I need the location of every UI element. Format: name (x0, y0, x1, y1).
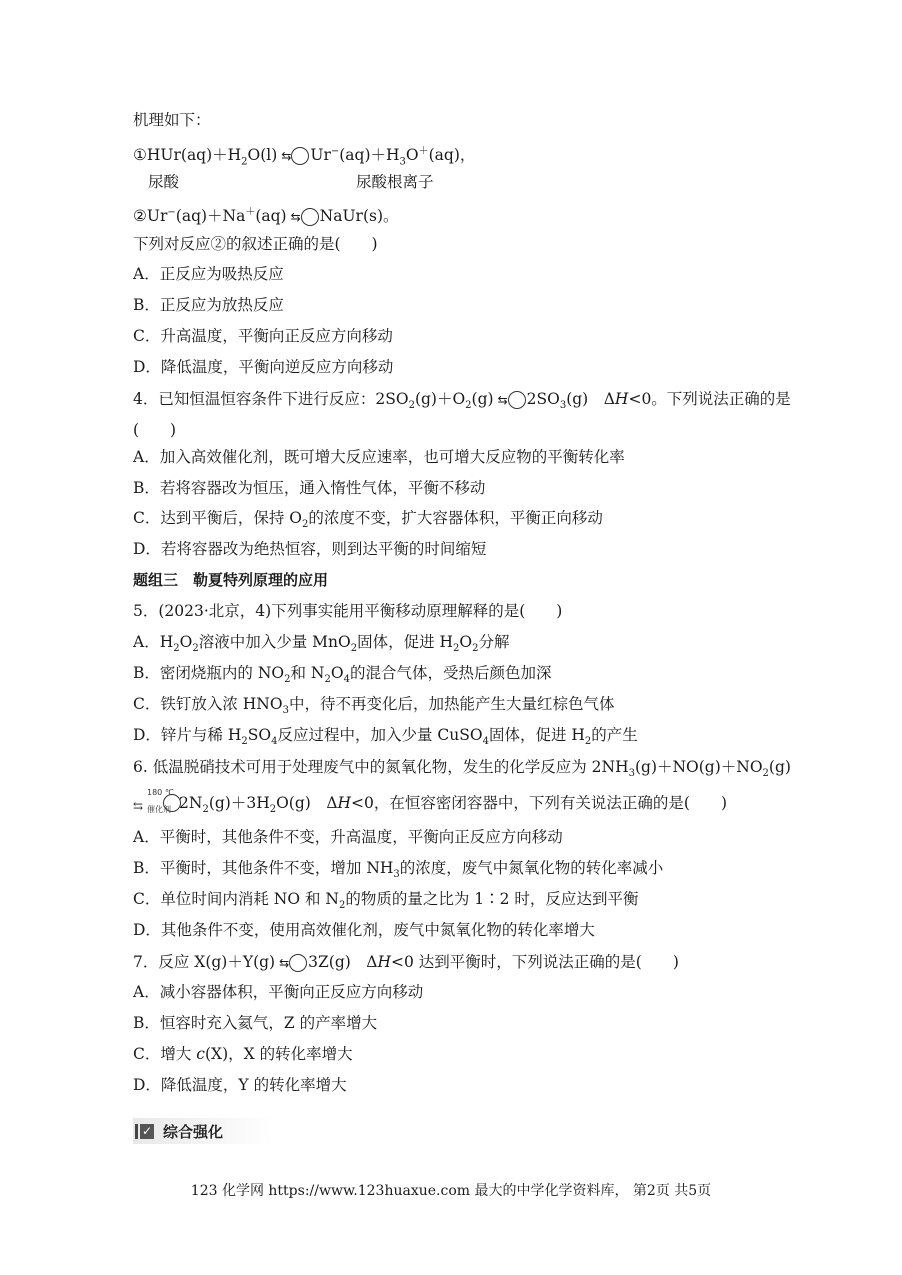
q5-option-b: B．密闭烧瓶内的 $NO_2$和 $N_2O_4$的混合气体，受热后颜色加深 (133, 664, 552, 686)
q4-stem-bracket: ( ) (133, 421, 177, 439)
reaction-1: $①HUr(aq)+H_2O(l)$ ⇆ $Ur^-(aq)+H_3O^+(aq)$， (133, 146, 476, 168)
circle-mark-icon (289, 954, 307, 972)
q3-option-d: D．降低温度，平衡向逆反应方向移动 (133, 358, 394, 376)
q7-stem: 7．反应 X(g)＋Y(g) ⇆ 3Z(g) ΔH<0 达到平衡时，下列说法正确的是( ) (133, 953, 679, 971)
equilibrium-arrow-icon: ⇆ (281, 149, 292, 164)
group-heading: 题组三 勒夏特列原理的应用 (133, 571, 329, 589)
q6-option-b: B．平衡时，其他条件不变，增加 $NH_3$的浓度，废气中氮氧化物的转化率减小 (133, 859, 664, 881)
mechanism-title: 机理如下： (133, 111, 211, 129)
reaction-2: ②Ur−(aq)＋Na＋(aq) ⇆ NaUr(s)。 (133, 207, 399, 226)
circle-mark-icon (163, 794, 181, 812)
reaction-condition-arrow: ⇆ 180 ℃ 催化剂 (133, 792, 179, 816)
q6-option-d: D．其他条件不变，使用高效催化剂，废气中氮氧化物的转化率增大 (133, 921, 595, 939)
q6-stem-continued: ⇆ 180 ℃ 催化剂 $2N_2(g)+3H_2O(g)$ ΔH<0，在恒容密闭容器中，下列有关说法正确的是( ) (133, 788, 727, 816)
q5-stem: 5．(2023·北京，4)下列事实能用平衡移动原理解释的是( ) (133, 602, 563, 620)
q4-option-d: D．若将容器改为绝热恒容，则到达平衡的时间缩短 (133, 540, 487, 558)
q4-option-b: B．若将容器改为恒压，通入惰性气体，平衡不移动 (133, 479, 486, 497)
q4-option-c: C．达到平衡后，保持 $O_2$的浓度不变，扩大容器体积，平衡正向移动 (133, 509, 603, 531)
section-title: 综合强化 (163, 1122, 224, 1141)
q7-option-b: B．恒容时充入氦气，Z 的产率增大 (133, 1014, 378, 1032)
q3-stem: 下列对反应②的叙述正确的是( ) (133, 235, 378, 253)
q6-option-a: A．平衡时，其他条件不变，升高温度，平衡向正反应方向移动 (133, 828, 563, 846)
q6-option-c: C．单位时间内消耗 NO 和 $N_2$的物质的量之比为 1∶2 时，反应达到平衡 (133, 890, 639, 912)
q4-stem: 4．已知恒温恒容条件下进行反应：$2SO_2(g)+O_2(g)$ ⇆ $2SO_3(g)$ ΔH<0。下列说法正确的是 (133, 390, 791, 412)
checkmark-icon: ✓ (133, 1121, 157, 1141)
q5-option-a: A．$H_2O_2$溶液中加入少量 MnO$_2$固体，促进 $H_2O_2$分解 (133, 633, 510, 655)
q6-stem: 6. 低温脱硝技术可用于处理废气中的氮氧化物，发生的化学反应为 $2NH_3(g)+NO(g)+NO_2(g)$ (133, 758, 791, 780)
uric-acid-label: 尿酸 (148, 173, 180, 191)
q5-option-c: C．铁钉放入浓 $HNO_3$中，待不再变化后，加热能产生大量红棕色气体 (133, 695, 615, 717)
q7-option-d: D．降低温度，Y 的转化率增大 (133, 1076, 347, 1094)
q3-option-a: A．正反应为吸热反应 (133, 265, 284, 283)
q7-option-c: C．增大 c(X)，X 的转化率增大 (133, 1045, 353, 1063)
circle-mark-icon (301, 208, 319, 226)
circle-mark-icon (508, 391, 526, 409)
urate-ion-label: 尿酸根离子 (356, 173, 434, 191)
q7-option-a: A．减小容器体积，平衡向正反应方向移动 (133, 983, 424, 1001)
equilibrium-arrow-icon: ⇆ (133, 799, 144, 813)
page-footer: 123 化学网 https://www.123huaxue.com 最大的中学化学资料库， 第2页 共5页 (190, 1183, 712, 1199)
equilibrium-arrow-icon: ⇆ (279, 956, 290, 970)
circle-mark-icon (291, 147, 309, 165)
q3-option-c: C．升高温度，平衡向正反应方向移动 (133, 327, 393, 345)
equilibrium-arrow-icon: ⇆ (290, 210, 301, 225)
section-header (133, 1118, 273, 1144)
q5-option-d: D．锌片与稀 $H_2SO_4$反应过程中，加入少量 CuSO$_4$固体，促进 $H_2$的产生 (133, 726, 638, 748)
q4-option-a: A．加入高效催化剂，既可增大反应速率，也可增大反应物的平衡转化率 (133, 448, 625, 466)
equilibrium-arrow-icon: ⇆ (497, 393, 508, 407)
q3-option-b: B．正反应为放热反应 (133, 296, 284, 314)
